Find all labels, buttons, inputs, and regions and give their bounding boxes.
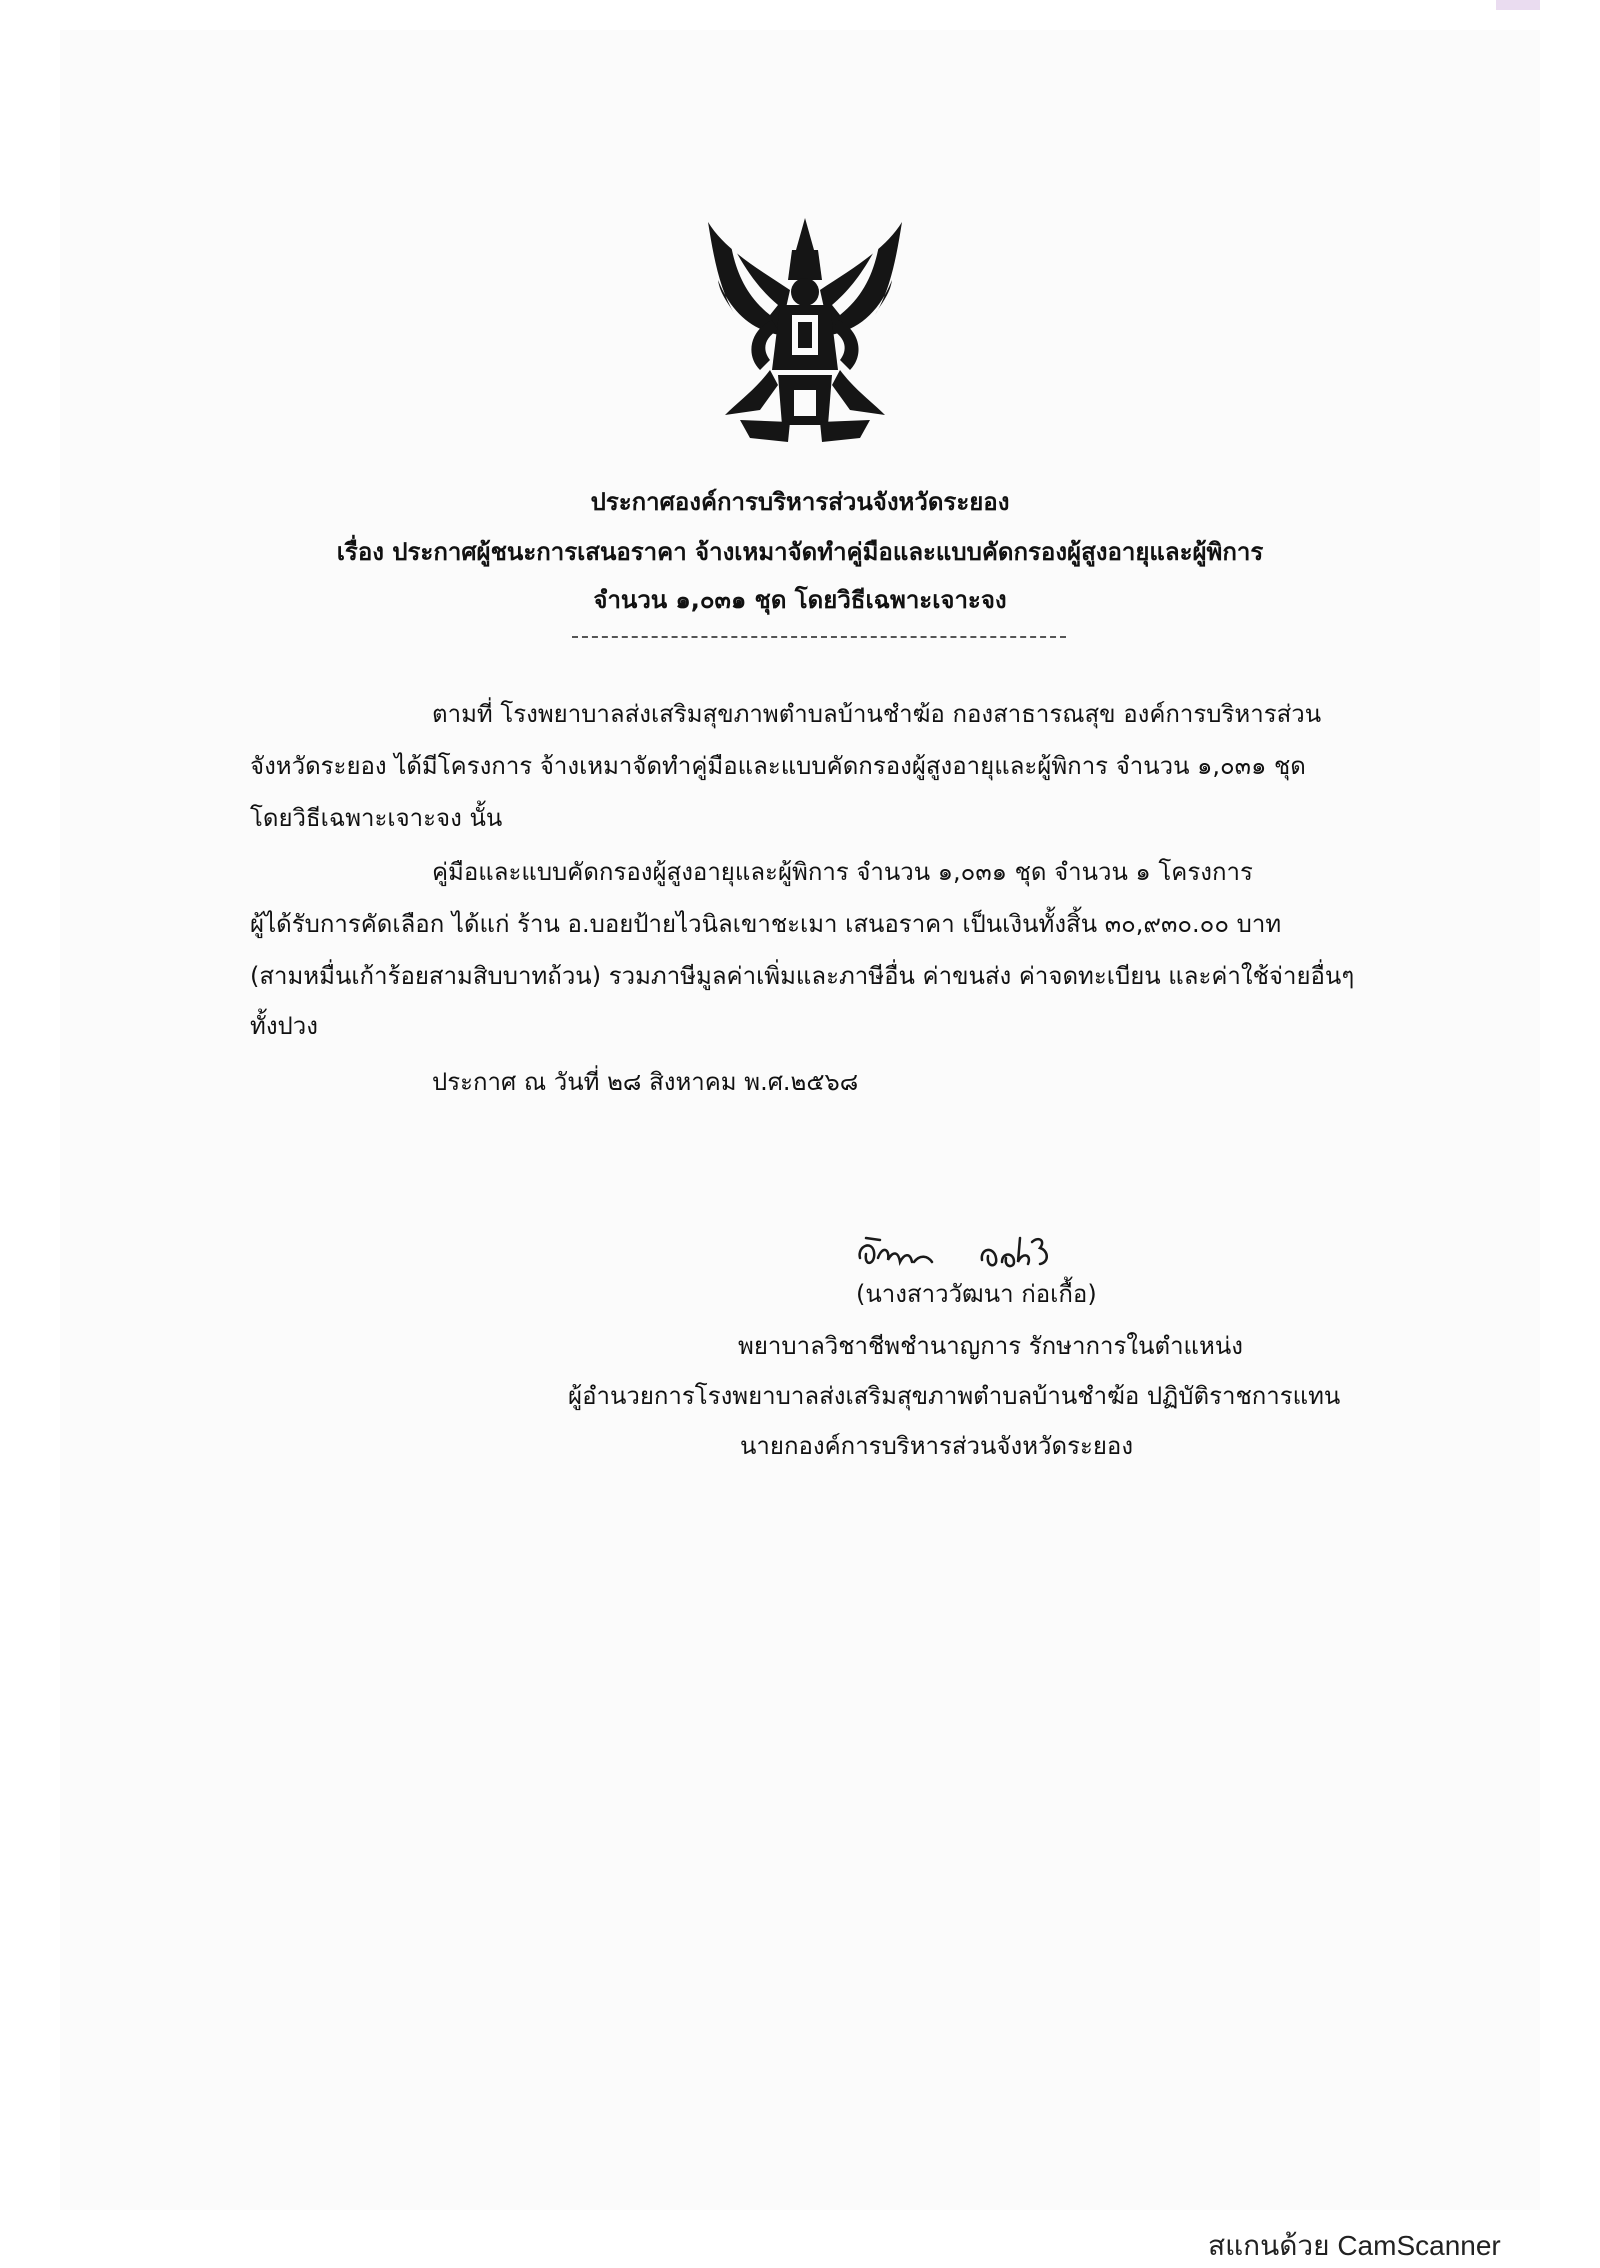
- paragraph-2-line-3: (สามหมื่นเก้าร้อยสามสิบบาทถ้วน) รวมภาษีมูลค่าเพิ่มและภาษีอื่น ค่าขนส่ง ค่าจดทะเบียน และค่าใช้จ่ายอื่นๆ: [250, 962, 1355, 990]
- page-corner-mark: [1496, 0, 1540, 10]
- paragraph-2-line-1: คู่มือและแบบคัดกรองผู้สูงอายุและผู้พิการ จำนวน ๑,๐๓๑ ชุด จำนวน ๑ โครงการ: [432, 858, 1253, 886]
- announcement-subject: เรื่อง ประกาศผู้ชนะการเสนอราคา จ้างเหมาจัดทำคู่มือและแบบคัดกรองผู้สูงอายุและผู้พิการ: [336, 538, 1264, 566]
- signer-position-3: นายกองค์การบริหารส่วนจังหวัดระยอง: [740, 1432, 1134, 1460]
- paragraph-1-line-2: จังหวัดระยอง ได้มีโครงการ จ้างเหมาจัดทำคู่มือและแบบคัดกรองผู้สูงอายุและผู้พิการ จำนวน ๑,๐๓๑ ชุด: [250, 752, 1306, 780]
- header-divider: [572, 636, 1066, 638]
- announcement-subject-quantity: จำนวน ๑,๐๓๑ ชุด โดยวิธีเฉพาะเจาะจง: [593, 586, 1007, 614]
- paragraph-2-line-2: ผู้ได้รับการคัดเลือก ได้แก่ ร้าน อ.บอยป้ายไวนิลเขาชะเมา เสนอราคา เป็นเงินทั้งสิ้น ๓๐,๙๓๐.๐๐ บาท: [250, 910, 1282, 938]
- garuda-emblem-icon: [700, 210, 910, 450]
- announcement-title: ประกาศองค์การบริหารส่วนจังหวัดระยอง: [590, 488, 1010, 516]
- signer-position-2: ผู้อำนวยการโรงพยาบาลส่งเสริมสุขภาพตำบลบ้านชำฆ้อ ปฏิบัติราชการแทน: [568, 1382, 1341, 1410]
- paragraph-1-line-3: โดยวิธีเฉพาะเจาะจง นั้น: [250, 804, 503, 832]
- paragraph-2-line-4: ทั้งปวง: [250, 1012, 318, 1040]
- paragraph-1-line-1: ตามที่ โรงพยาบาลส่งเสริมสุขภาพตำบลบ้านชำฆ้อ กองสาธารณสุข องค์การบริหารส่วน: [432, 700, 1322, 728]
- signer-position-1: พยาบาลวิชาชีพชำนาญการ รักษาการในตำแหน่ง: [738, 1332, 1243, 1360]
- signer-name: (นางสาววัฒนา ก่อเกื้อ): [856, 1280, 1097, 1308]
- scanner-watermark: สแกนด้วย CamScanner: [1208, 2230, 1501, 2261]
- announcement-date: ประกาศ ณ วันที่ ๒๘ สิงหาคม พ.ศ.๒๕๖๘: [432, 1068, 859, 1096]
